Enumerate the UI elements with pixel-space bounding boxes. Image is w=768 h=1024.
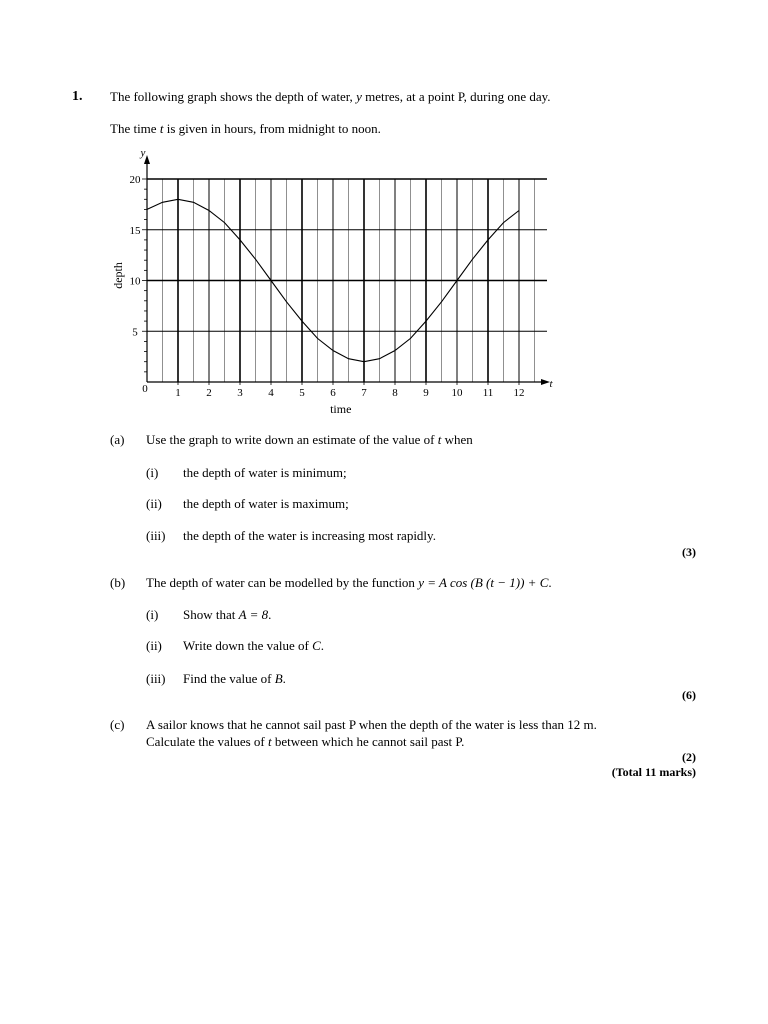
part-b-i-stem: Show that	[183, 607, 239, 622]
part-a-label: (a)	[110, 432, 125, 447]
total-marks: (Total 11 marks)	[611, 765, 696, 779]
x-tick-label: 4	[268, 387, 274, 399]
part-c-line-2	[146, 734, 464, 750]
part-c-line-1: A sailor knows that he cannot sail past P when the depth of the water is less than 12 m.	[146, 717, 597, 732]
variable-t: t	[159, 121, 164, 136]
x-tick-label: 5	[299, 387, 305, 399]
y-tick-label: 15	[129, 224, 141, 237]
part-b-stem: The depth of water can be modelled by the function	[146, 575, 419, 590]
part-b-iii-stem: Find the value of	[183, 671, 275, 686]
intro-text: metres, at a point P, during one day.	[361, 89, 551, 104]
part-b-ii-math: C	[312, 638, 321, 653]
part-a-iii-label: (iii)	[146, 528, 166, 543]
part-b-i-end: .	[268, 607, 272, 622]
x-tick-label: 8	[392, 387, 398, 399]
intro-text: The following graph shows the depth of water,	[110, 89, 357, 104]
y-axis-label: depth	[111, 262, 125, 289]
part-b-ii-stem: Write down the value of	[183, 638, 313, 653]
x-tick-label: 11	[482, 387, 494, 399]
part-a-stem-end: when	[441, 432, 473, 447]
variable-y: y	[356, 89, 362, 104]
question-number: 1.	[72, 89, 83, 104]
y-tick-label: 20	[129, 174, 141, 186]
part-c-stem: Calculate the values of	[146, 734, 269, 749]
part-a-stem: Use the graph to write down an estimate of the value of	[146, 432, 438, 447]
part-b-marks: (6)	[682, 688, 696, 702]
part-a-i-text: the depth of water is minimum;	[183, 465, 347, 480]
part-a-iii-text: the depth of the water is increasing most rapidly.	[183, 528, 436, 543]
part-b-i-label: (i)	[146, 607, 159, 622]
x-axis-label: time	[330, 402, 352, 416]
part-b-ii-end: .	[320, 638, 324, 653]
part-b-iii-label: (iii)	[146, 671, 166, 686]
part-c-label: (c)	[110, 717, 125, 732]
x-tick-label: 7	[361, 387, 367, 399]
part-c-marks: (2)	[682, 750, 696, 764]
y-axis-symbol: y	[140, 147, 146, 159]
variable-t: t	[437, 432, 442, 447]
x-tick-label: 9	[423, 387, 429, 399]
x-tick-label: 3	[237, 387, 243, 399]
y-tick-label: 5	[132, 326, 138, 339]
part-b-i-math: A = 8	[238, 607, 269, 622]
variable-t: t	[268, 734, 272, 749]
intro-text: The time	[110, 121, 160, 136]
x-tick-label: 10	[451, 387, 463, 399]
depth-time-graph	[0, 0, 768, 430]
part-b-iii-end: .	[282, 671, 286, 686]
x-tick-label: 6	[330, 387, 336, 399]
part-b-iii-text	[183, 671, 286, 687]
part-c-stem-end: between which he cannot sail past P.	[271, 734, 465, 749]
intro-text: is given in hours, from midnight to noon.	[163, 121, 381, 136]
x-tick-label: 2	[206, 387, 212, 399]
part-b-iii-math: B	[274, 671, 283, 686]
part-b-text	[146, 575, 552, 591]
part-b-stem-end: .	[548, 575, 552, 590]
model-formula: y = A cos (B (t − 1)) + C	[418, 575, 549, 590]
part-a-ii-label: (ii)	[146, 496, 162, 511]
y-tick-label: 10	[129, 275, 141, 288]
part-b-ii-text	[183, 638, 324, 654]
part-a-text	[146, 432, 473, 448]
x-axis-symbol: t	[549, 378, 553, 390]
part-b-i-text	[183, 607, 271, 623]
part-a-marks: (3)	[682, 545, 696, 559]
origin-label: 0	[142, 383, 148, 395]
part-b-label: (b)	[110, 575, 126, 590]
part-a-ii-text: the depth of water is maximum;	[183, 496, 349, 511]
x-tick-label: 12	[513, 387, 525, 399]
part-b-ii-label: (ii)	[146, 638, 162, 653]
x-tick-label: 1	[175, 387, 181, 399]
part-a-i-label: (i)	[146, 465, 159, 480]
